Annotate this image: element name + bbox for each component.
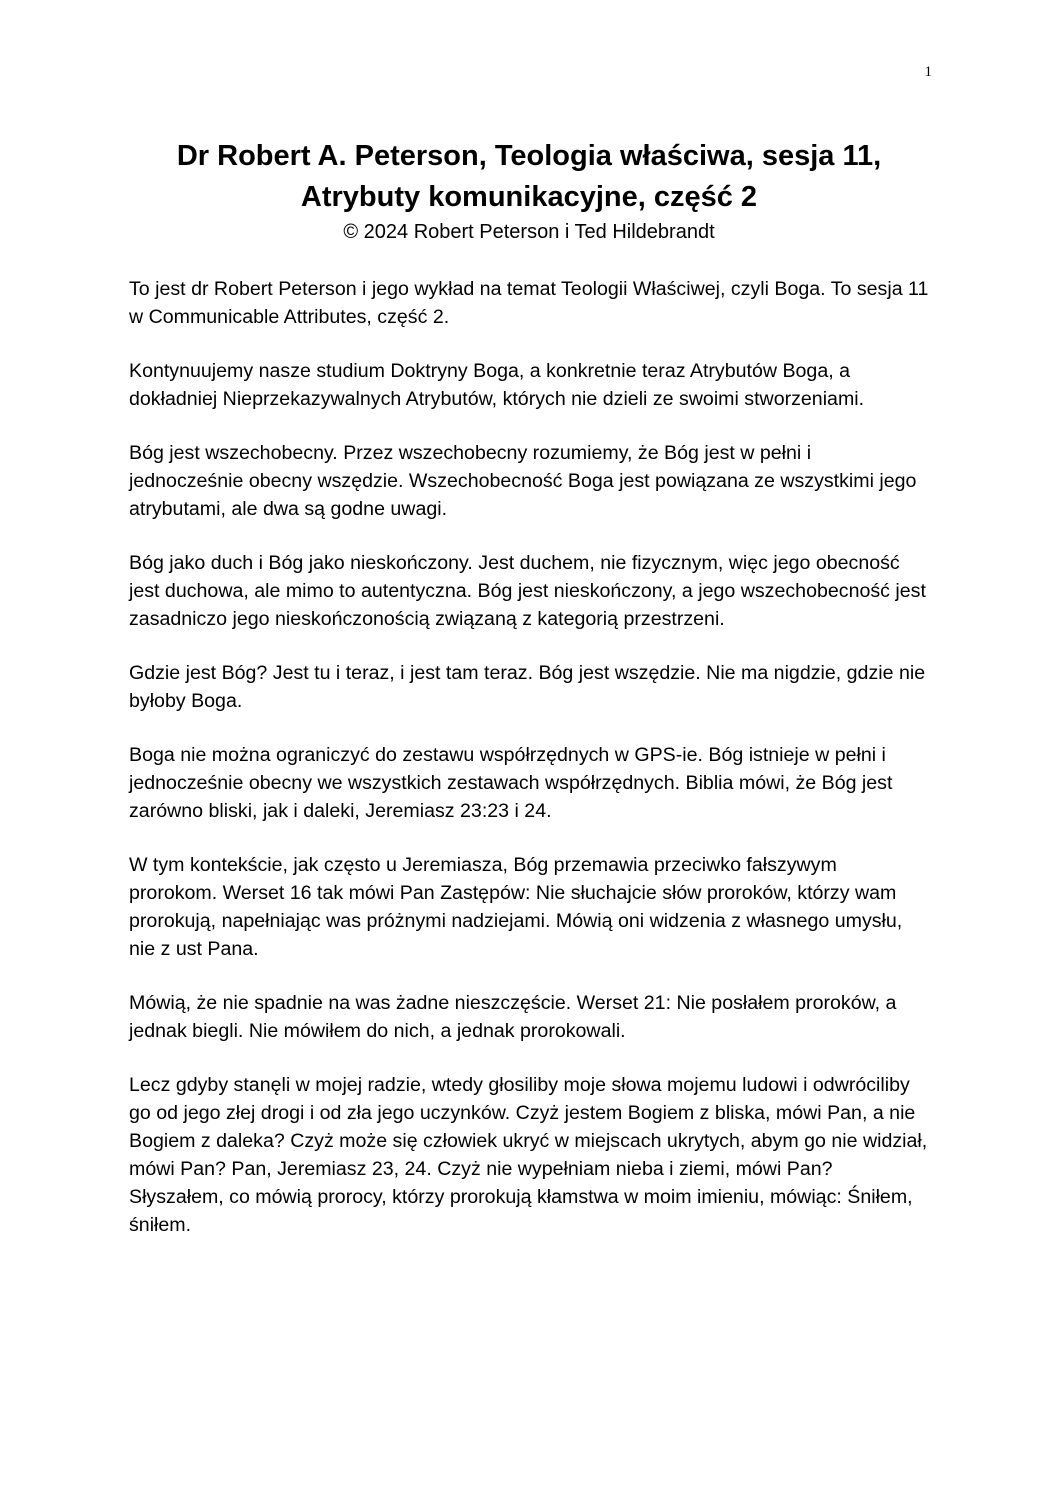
paragraph-8: Mówią, że nie spadnie na was żadne nieszczęście. Werset 21: Nie posłałem proroków, a jednak biegli. Nie mówiłem do nich, a jednak prorokowali. (129, 992, 897, 1042)
paragraph-9: Lecz gdyby stanęli w mojej radzie, wtedy głosiliby moje słowa mojemu ludowi i odwróciliby go od jego złej drogi i od zła jego uczynków. Czyż jestem Bogiem z bliska, mówi Pan, a nie Bogiem z daleka? Czyż może się człowiek ukryć w miejscach ukrytych, abym go nie widział, mówi Pan? Pan, Jeremiasz 23, 24. Czyż nie wypełniam nieba i ziemi, mówi Pan? Słyszałem, co mówią prorocy, którzy prorokują kłamstwa w moim imieniu, mówiąc: Śniłem, śniłem. (129, 1074, 928, 1236)
paragraph-2: Kontynuujemy nasze studium Doktryny Boga, a konkretnie teraz Atrybutów Boga, a dokładniej Nieprzekazywalnych Atrybutów, których nie dzieli ze swoimi stworzeniami. (129, 360, 865, 410)
title-line-2: Atrybuty komunikacyjne, część 2 (300, 181, 758, 213)
copyright-line: © 2024 Robert Peterson i Ted Hildebrandt (343, 221, 715, 243)
title-line-1: Dr Robert A. Peterson, Teologia właściwa, sesja 11, (176, 140, 882, 172)
document-header (0, 136, 1058, 246)
paragraph-5: Gdzie jest Bóg? Jest tu i teraz, i jest tam teraz. Bóg jest wszędzie. Nie ma nigdzie, gdzie nie byłoby Boga. (129, 662, 926, 712)
page-number: 1 (924, 64, 932, 80)
document-body (129, 275, 929, 1265)
paragraph-3: Bóg jest wszechobecny. Przez wszechobecny rozumiemy, że Bóg jest w pełni i jednocześnie obecny wszędzie. Wszechobecność Boga jest powiązana ze wszystkimi jego atrybutami, ale dwa są godne uwagi. (129, 442, 917, 520)
paragraph-7: W tym kontekście, jak często u Jeremiasza, Bóg przemawia przeciwko fałszywym prorokom. Werset 16 tak mówi Pan Zastępów: Nie słuchajcie słów proroków, którzy wam prorokują, napełniając was próżnymi nadziejami. Mówią oni widzenia z własnego umysłu, nie z ust Pana. (129, 854, 903, 960)
paragraph-4: Bóg jako duch i Bóg jako nieskończony. Jest duchem, nie fizycznym, więc jego obecność jest duchowa, ale mimo to autentyczna. Bóg jest nieskończony, a jego wszechobecność jest zasadniczo jego nieskończonością związaną z kategorią przestrzeni. (129, 552, 926, 630)
document-title (0, 136, 1058, 218)
paragraph-1: To jest dr Robert Peterson i jego wykład na temat Teologii Właściwej, czyli Boga. To sesja 11 w Communicable Attributes, część 2. (129, 278, 929, 328)
paragraph-6: Boga nie można ograniczyć do zestawu współrzędnych w GPS-ie. Bóg istnieje w pełni i jednocześnie obecny we wszystkich zestawach współrzędnych. Biblia mówi, że Bóg jest zarówno bliski, jak i daleki, Jeremiasz 23:23 i 24. (129, 744, 893, 822)
